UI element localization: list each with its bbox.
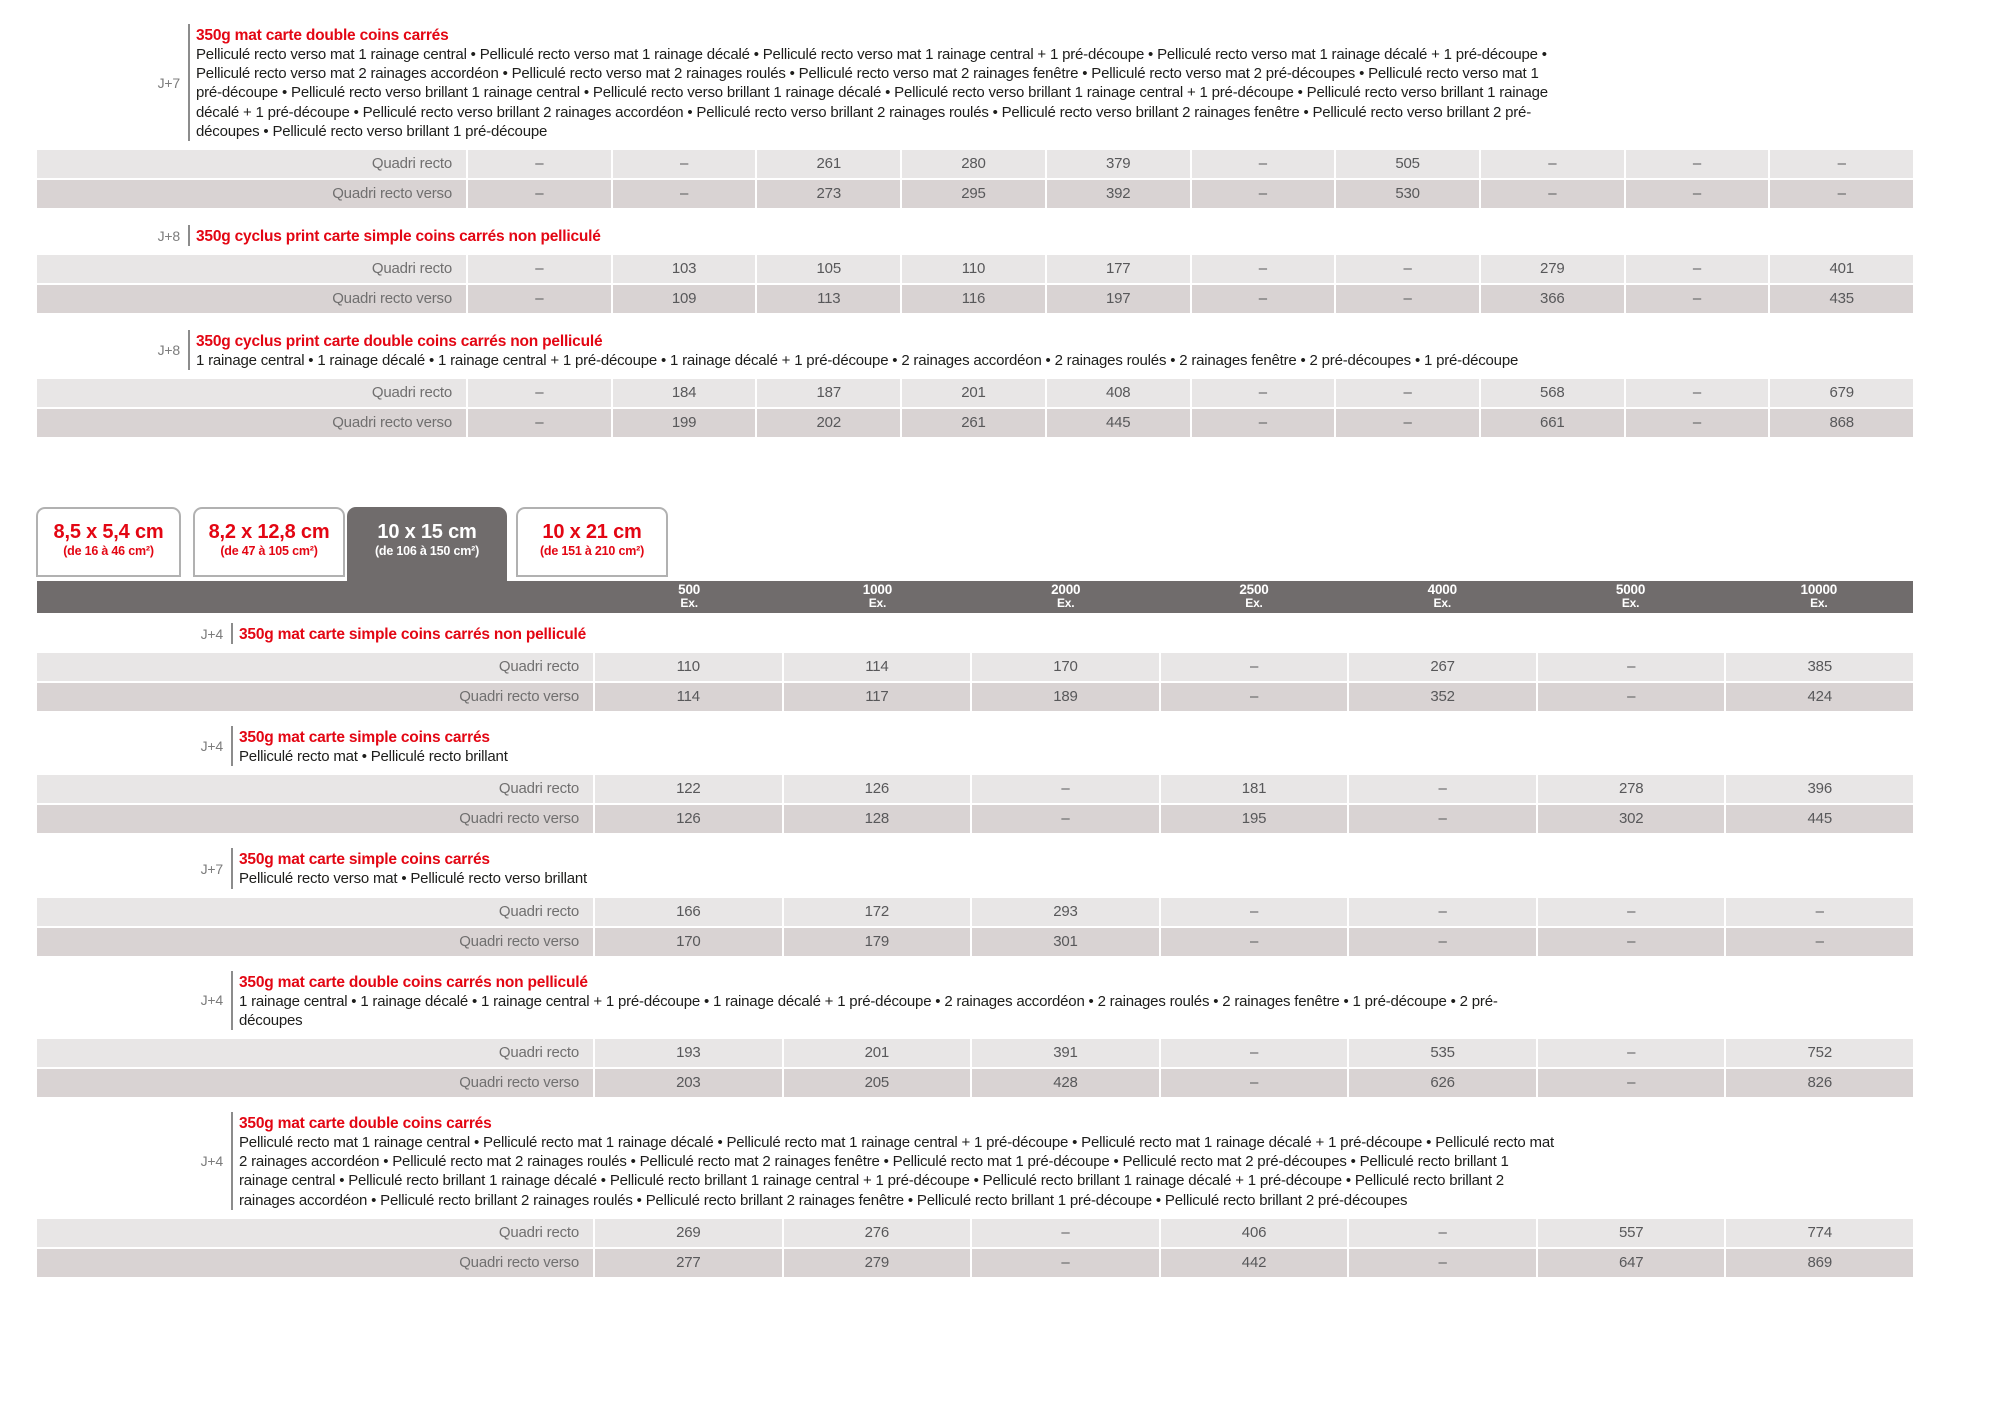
price-cell: 679 xyxy=(1770,379,1913,407)
product-heading xyxy=(142,225,2000,246)
row-label: Quadri recto xyxy=(37,150,466,178)
price-cell: 201 xyxy=(784,1039,971,1067)
product-texts xyxy=(239,1112,1554,1210)
price-cell: 428 xyxy=(972,1069,1159,1097)
price-cell: – xyxy=(1349,1219,1536,1247)
price-cell: 278 xyxy=(1538,775,1725,803)
price-cell: 170 xyxy=(972,653,1159,681)
price-cell: – xyxy=(1192,409,1335,437)
price-cell: – xyxy=(468,180,611,208)
row-label: Quadri recto xyxy=(37,653,593,681)
price-cell: – xyxy=(1161,928,1348,956)
price-rows xyxy=(37,775,1913,833)
product-texts xyxy=(239,848,587,888)
price-cell: – xyxy=(1538,928,1725,956)
price-rows xyxy=(37,255,1913,313)
product-heading xyxy=(185,623,2000,644)
product-title: 350g cyclus print carte double coins carrés non pelliculé xyxy=(196,333,603,351)
price-rows xyxy=(37,150,1913,208)
price-cell: 184 xyxy=(613,379,756,407)
quantity-value: 10000 xyxy=(1800,582,1838,598)
delay-label: J+4 xyxy=(200,992,223,1009)
product-title: 350g mat carte double coins carrés non pelliculé xyxy=(239,973,588,991)
size-tab-range: (de 106 à 150 cm²) xyxy=(374,544,480,559)
price-cell: – xyxy=(1626,379,1769,407)
product-heading xyxy=(185,726,2000,766)
price-cell: 166 xyxy=(595,898,782,926)
price-cell: 445 xyxy=(1047,409,1190,437)
price-cell: – xyxy=(1349,928,1536,956)
price-cell: – xyxy=(1349,805,1536,833)
quantity-unit: Ex. xyxy=(1433,596,1451,611)
price-row xyxy=(37,805,1913,833)
price-cell: – xyxy=(1336,409,1479,437)
price-cell: – xyxy=(1481,150,1624,178)
price-cell: 435 xyxy=(1770,285,1913,313)
quantity-value: 4000 xyxy=(1427,582,1457,598)
product-title: 350g mat carte double coins carrés xyxy=(239,1115,492,1133)
price-cell: 535 xyxy=(1349,1039,1536,1067)
price-cell: 406 xyxy=(1161,1219,1348,1247)
price-cell: – xyxy=(468,379,611,407)
product-description: 1 rainage central • 1 rainage décalé • 1 rainage central + 1 pré-découpe • 1 rainage décalé + 1 pré-découpe • 2 rainages accordéon • 2 rainages roulés • 2 rainages fenêtre • 1 pré-découpe • 2 pré-découpes xyxy=(239,992,1498,1029)
bottom-price-section xyxy=(0,623,2000,1277)
quantity-header xyxy=(595,581,783,613)
price-cell: – xyxy=(1336,379,1479,407)
quantity-header xyxy=(1348,581,1536,613)
price-cell: – xyxy=(1161,653,1348,681)
size-tab[interactable] xyxy=(193,507,345,577)
size-tab-range: (de 151 à 210 cm²) xyxy=(539,544,645,559)
price-cell: – xyxy=(613,180,756,208)
price-cell: 187 xyxy=(757,379,900,407)
quantity-value: 2500 xyxy=(1239,582,1269,598)
quantity-header xyxy=(1536,581,1724,613)
price-cell: – xyxy=(1336,255,1479,283)
quantity-unit: Ex. xyxy=(1621,596,1640,611)
price-cell: 295 xyxy=(902,180,1045,208)
product-texts xyxy=(196,225,601,246)
price-cell: 530 xyxy=(1336,180,1479,208)
price-cell: 557 xyxy=(1538,1219,1725,1247)
price-cell: 177 xyxy=(1047,255,1190,283)
quantity-header xyxy=(1160,581,1348,613)
price-cell: 205 xyxy=(784,1069,971,1097)
price-cell: – xyxy=(1192,180,1335,208)
size-tab-label: 10 x 21 cm xyxy=(542,521,642,544)
price-cell: 110 xyxy=(595,653,782,681)
price-cell: 379 xyxy=(1047,150,1190,178)
price-cell: 113 xyxy=(757,285,900,313)
price-cell: 505 xyxy=(1336,150,1479,178)
price-cell: 279 xyxy=(1481,255,1624,283)
price-cell: 114 xyxy=(784,653,971,681)
price-cell: 276 xyxy=(784,1219,971,1247)
product-title: 350g mat carte simple coins carrés non pelliculé xyxy=(239,626,587,644)
product-texts xyxy=(196,24,1556,141)
price-cell: – xyxy=(1192,285,1335,313)
price-cell: – xyxy=(1626,285,1769,313)
size-tab-label: 8,2 x 12,8 cm xyxy=(208,521,330,544)
divider-line xyxy=(188,330,190,370)
price-cell: 126 xyxy=(595,805,782,833)
quantity-value: 1000 xyxy=(862,582,893,598)
price-cell: – xyxy=(972,775,1159,803)
price-cell: 401 xyxy=(1770,255,1913,283)
price-cell: – xyxy=(1349,775,1536,803)
price-rows xyxy=(37,1039,1913,1097)
divider-line xyxy=(231,971,233,1030)
price-cell: 752 xyxy=(1726,1039,1913,1067)
product-block xyxy=(0,24,2000,208)
price-cell: 392 xyxy=(1047,180,1190,208)
price-cell: – xyxy=(1538,1039,1725,1067)
product-texts xyxy=(239,726,508,766)
price-cell: 279 xyxy=(784,1249,971,1277)
price-cell: – xyxy=(1349,1249,1536,1277)
price-cell: 193 xyxy=(595,1039,782,1067)
price-row xyxy=(37,180,1913,208)
price-cell: 273 xyxy=(757,180,900,208)
price-cell: – xyxy=(1626,409,1769,437)
price-cell: 869 xyxy=(1726,1249,1913,1277)
price-rows xyxy=(37,379,1913,437)
divider-line xyxy=(231,623,233,644)
price-cell: – xyxy=(1726,898,1913,926)
price-cell: 408 xyxy=(1047,379,1190,407)
size-tab-range: (de 16 à 46 cm²) xyxy=(63,544,154,559)
price-cell: 110 xyxy=(902,255,1045,283)
quantity-value: 5000 xyxy=(1615,582,1646,598)
price-row xyxy=(37,1219,1913,1247)
quantity-unit: Ex. xyxy=(680,596,698,611)
product-heading xyxy=(185,971,2000,1030)
divider-line xyxy=(188,24,190,141)
size-tab-label: 8,5 x 5,4 cm xyxy=(53,521,164,544)
price-cell: 647 xyxy=(1538,1249,1725,1277)
price-cell: – xyxy=(1336,285,1479,313)
price-cell: 280 xyxy=(902,150,1045,178)
price-cell: 202 xyxy=(757,409,900,437)
price-cell: 128 xyxy=(784,805,971,833)
price-row xyxy=(37,898,1913,926)
quantity-header xyxy=(972,581,1160,613)
product-title: 350g mat carte double coins carrés xyxy=(196,27,449,44)
quantity-unit: Ex. xyxy=(1810,596,1828,611)
row-label: Quadri recto xyxy=(37,255,466,283)
price-cell: 301 xyxy=(972,928,1159,956)
price-cell: 826 xyxy=(1726,1069,1913,1097)
price-cell: 189 xyxy=(972,683,1159,711)
price-cell: 122 xyxy=(595,775,782,803)
product-heading xyxy=(185,848,2000,888)
product-texts xyxy=(239,623,586,644)
price-cell: 199 xyxy=(613,409,756,437)
quantity-value: 500 xyxy=(678,582,701,598)
row-label: Quadri recto xyxy=(37,775,593,803)
price-cell: 179 xyxy=(784,928,971,956)
price-cell: 117 xyxy=(784,683,971,711)
row-label: Quadri recto xyxy=(37,898,593,926)
price-cell: 181 xyxy=(1161,775,1348,803)
row-label: Quadri recto verso xyxy=(37,805,593,833)
quantity-header-bar xyxy=(37,581,1913,613)
price-cell: 172 xyxy=(784,898,971,926)
size-tab-range: (de 47 à 105 cm²) xyxy=(220,544,318,559)
price-row xyxy=(37,379,1913,407)
product-description: Pelliculé recto mat 1 rainage central • Pelliculé recto mat 1 rainage décalé • Pelliculé recto mat 1 rainage central + 1 pré-découpe • Pelliculé recto mat 1 rainage décalé + 1 pré-découpe • Pelliculé recto mat 2 rainages accordéon • Pelliculé recto mat 2 rainages roulés • Pelliculé recto mat 2 rainages fenêtre • Pelliculé recto mat 1 pré-découpe • Pelliculé recto mat 2 pré-découpes • Pelliculé recto brillant 1 rainage central • Pelliculé recto brillant 1 rainage décalé • Pelliculé recto brillant 1 rainage central + 1 pré-découpe • Pelliculé recto brillant 1 rainage décalé + 1 pré-découpe • Pelliculé recto brillant 2 rainages accordéon • Pelliculé recto brillant 2 rainages roulés • Pelliculé recto brillant 2 rainages fenêtre • Pelliculé recto brillant 1 pré-découpe • Pelliculé recto brillant 2 pré-découpes xyxy=(239,1134,1554,1209)
delay-label: J+4 xyxy=(200,1152,223,1169)
quantity-bar-spacer xyxy=(37,581,595,613)
delay-label: J+7 xyxy=(157,74,180,91)
row-label: Quadri recto verso xyxy=(37,683,593,711)
price-cell: 195 xyxy=(1161,805,1348,833)
price-cell: – xyxy=(468,409,611,437)
price-cell: 661 xyxy=(1481,409,1624,437)
price-cell: – xyxy=(1626,150,1769,178)
row-label: Quadri recto xyxy=(37,379,466,407)
quantity-value: 2000 xyxy=(1051,582,1081,598)
price-row xyxy=(37,653,1913,681)
product-title: 350g mat carte simple coins carrés xyxy=(239,729,490,747)
divider-line xyxy=(188,225,190,246)
price-cell: – xyxy=(468,255,611,283)
format-tabs-area xyxy=(0,507,2000,613)
product-title: 350g cyclus print carte simple coins carrés non pelliculé xyxy=(196,228,601,246)
price-cell: 568 xyxy=(1481,379,1624,407)
product-heading xyxy=(185,1112,2000,1210)
price-cell: – xyxy=(1161,1069,1348,1097)
product-title: 350g mat carte simple coins carrés xyxy=(239,851,490,869)
price-cell: 774 xyxy=(1726,1219,1913,1247)
price-cell: – xyxy=(972,805,1159,833)
product-description: 1 rainage central • 1 rainage décalé • 1 rainage central + 1 pré-découpe • 1 rainage décalé + 1 pré-découpe • 2 rainages accordéon • 2 rainages roulés • 2 rainages fenêtre • 2 pré-découpes • 1 pré-découpe xyxy=(196,352,1519,370)
price-cell: – xyxy=(1161,898,1348,926)
product-description: Pelliculé recto verso mat 1 rainage central • Pelliculé recto verso mat 1 rainage décalé • Pelliculé recto verso mat 1 rainage central + 1 pré-découpe • Pelliculé recto verso mat 1 rainage décalé + 1 pré-découpe • Pelliculé recto verso mat 2 rainages accordéon • Pelliculé recto verso mat 2 rainages roulés • Pelliculé recto verso mat 2 rainages fenêtre • Pelliculé recto verso mat 2 pré-découpes • Pelliculé recto verso mat 1 pré-découpe • Pelliculé recto verso brillant 1 rainage central • Pelliculé recto verso brillant 1 rainage décalé • Pelliculé recto verso brillant 1 rainage central + 1 pré-découpe • Pelliculé recto verso brillant 1 rainage décalé + 1 pré-découpe • Pelliculé recto verso brillant 2 rainages accordéon • Pelliculé recto verso brillant 2 rainages roulés • Pelliculé recto verso brillant 2 rainages fenêtre • Pelliculé recto verso brillant 2 pré-découpes • Pelliculé recto verso brillant 1 pré-découpe xyxy=(196,46,1548,140)
delay-label: J+4 xyxy=(200,738,223,755)
delay-label: J+7 xyxy=(200,860,223,877)
price-rows xyxy=(37,1219,1913,1277)
size-tab[interactable] xyxy=(516,507,668,577)
price-cell: 424 xyxy=(1726,683,1913,711)
price-cell: 293 xyxy=(972,898,1159,926)
price-cell: – xyxy=(1161,1039,1348,1067)
divider-line xyxy=(231,848,233,888)
quantity-unit: Ex. xyxy=(1245,596,1263,611)
price-row xyxy=(37,928,1913,956)
quantity-unit: Ex. xyxy=(1056,596,1075,611)
size-tab[interactable] xyxy=(36,507,181,577)
price-row xyxy=(37,683,1913,711)
size-tab[interactable] xyxy=(347,507,507,613)
product-block xyxy=(0,623,2000,711)
price-cell: – xyxy=(1770,150,1913,178)
price-cell: 170 xyxy=(595,928,782,956)
price-cell: 626 xyxy=(1349,1069,1536,1097)
price-row xyxy=(37,775,1913,803)
divider-line xyxy=(231,1112,233,1210)
price-cell: 269 xyxy=(595,1219,782,1247)
price-cell: – xyxy=(468,285,611,313)
price-cell: 114 xyxy=(595,683,782,711)
price-cell: 277 xyxy=(595,1249,782,1277)
price-cell: 201 xyxy=(902,379,1045,407)
row-label: Quadri recto verso xyxy=(37,1069,593,1097)
product-description: Pelliculé recto mat • Pelliculé recto brillant xyxy=(239,748,508,766)
divider-line xyxy=(231,726,233,766)
row-label: Quadri recto verso xyxy=(37,409,466,437)
price-row xyxy=(37,409,1913,437)
price-cell: 197 xyxy=(1047,285,1190,313)
quantity-unit: Ex. xyxy=(868,596,887,611)
price-cell: 385 xyxy=(1726,653,1913,681)
price-cell: 109 xyxy=(613,285,756,313)
price-cell: 391 xyxy=(972,1039,1159,1067)
price-cell: 261 xyxy=(902,409,1045,437)
price-cell: 267 xyxy=(1349,653,1536,681)
product-description: Pelliculé recto verso mat • Pelliculé recto verso brillant xyxy=(239,870,587,888)
price-row xyxy=(37,150,1913,178)
product-block xyxy=(0,971,2000,1097)
row-label: Quadri recto verso xyxy=(37,1249,593,1277)
price-cell: 103 xyxy=(613,255,756,283)
row-label: Quadri recto verso xyxy=(37,180,466,208)
price-cell: – xyxy=(972,1249,1159,1277)
product-block xyxy=(0,1112,2000,1277)
product-texts xyxy=(196,330,1518,370)
price-cell: 352 xyxy=(1349,683,1536,711)
delay-label: J+8 xyxy=(157,227,180,244)
price-cell: 302 xyxy=(1538,805,1725,833)
price-row xyxy=(37,285,1913,313)
product-texts xyxy=(239,971,1554,1030)
price-rows xyxy=(37,653,1913,711)
price-cell: – xyxy=(1726,928,1913,956)
delay-label: J+4 xyxy=(200,625,223,642)
price-cell: 203 xyxy=(595,1069,782,1097)
price-rows xyxy=(37,898,1913,956)
price-cell: – xyxy=(972,1219,1159,1247)
price-cell: 366 xyxy=(1481,285,1624,313)
price-cell: 116 xyxy=(902,285,1045,313)
price-cell: – xyxy=(1770,180,1913,208)
product-block xyxy=(0,225,2000,313)
delay-label: J+8 xyxy=(157,342,180,359)
price-cell: – xyxy=(1481,180,1624,208)
price-cell: – xyxy=(468,150,611,178)
price-cell: 442 xyxy=(1161,1249,1348,1277)
price-cell: – xyxy=(1626,255,1769,283)
price-cell: – xyxy=(1192,379,1335,407)
price-cell: 868 xyxy=(1770,409,1913,437)
row-label: Quadri recto verso xyxy=(37,285,466,313)
price-row xyxy=(37,255,1913,283)
product-heading xyxy=(142,24,2000,141)
price-cell: – xyxy=(613,150,756,178)
price-row xyxy=(37,1039,1913,1067)
price-cell: 126 xyxy=(784,775,971,803)
row-label: Quadri recto xyxy=(37,1219,593,1247)
product-block xyxy=(0,726,2000,833)
quantity-header xyxy=(1725,581,1913,613)
price-cell: – xyxy=(1538,653,1725,681)
price-cell: – xyxy=(1538,898,1725,926)
size-tab-label: 10 x 15 cm xyxy=(377,521,477,544)
product-block xyxy=(0,848,2000,955)
row-label: Quadri recto xyxy=(37,1039,593,1067)
price-cell: 445 xyxy=(1726,805,1913,833)
price-cell: 261 xyxy=(757,150,900,178)
product-heading xyxy=(142,330,2000,370)
price-cell: – xyxy=(1161,683,1348,711)
price-cell: – xyxy=(1192,255,1335,283)
product-block xyxy=(0,330,2000,437)
price-cell: – xyxy=(1192,150,1335,178)
price-cell: – xyxy=(1538,683,1725,711)
price-cell: – xyxy=(1626,180,1769,208)
price-cell: 396 xyxy=(1726,775,1913,803)
price-row xyxy=(37,1069,1913,1097)
price-cell: – xyxy=(1538,1069,1725,1097)
row-label: Quadri recto verso xyxy=(37,928,593,956)
price-cell: 105 xyxy=(757,255,900,283)
price-cell: – xyxy=(1349,898,1536,926)
top-price-section xyxy=(0,0,2000,437)
quantity-header xyxy=(783,581,971,613)
price-row xyxy=(37,1249,1913,1277)
